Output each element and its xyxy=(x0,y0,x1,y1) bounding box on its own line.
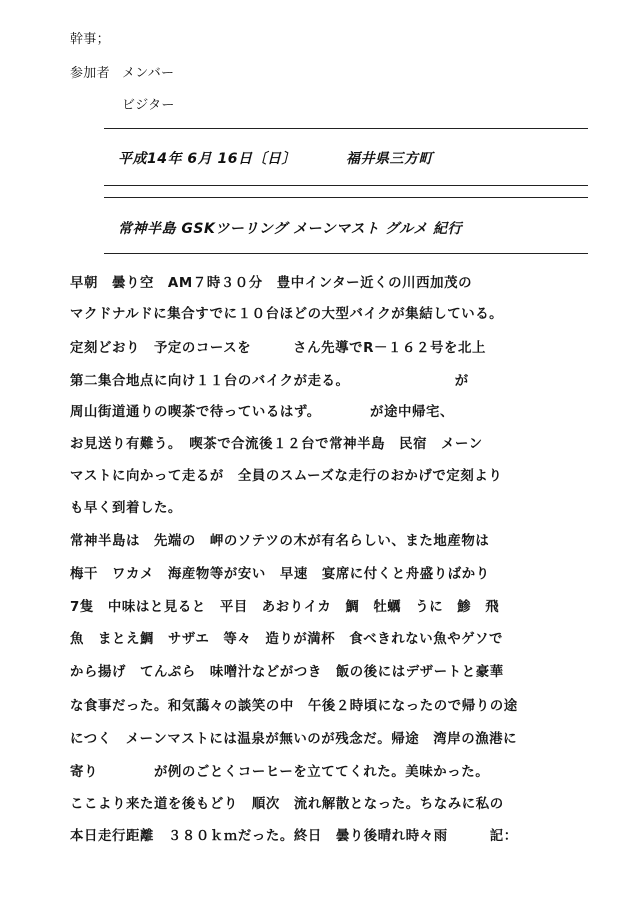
body-line: 第二集合地点に向け１１台のバイクが走る。 が xyxy=(70,374,469,389)
rule-under-title xyxy=(104,253,588,254)
body-line: 7隻 中味はと見ると 平目 あおりイカ 鯛 牡蠣 うに 鯵 飛 xyxy=(70,600,500,615)
members-label: メンバー xyxy=(122,66,175,81)
organizer-label: 幹事； xyxy=(70,32,110,47)
body-line: 魚 まとえ鯛 サザエ 等々 造りが満杯 食べきれない魚やゲソで xyxy=(70,632,504,647)
body-line: 定刻どおり 予定のコースを さん先導でR－１６２号を北上 xyxy=(70,341,486,356)
body-line: ここより来た道を後もどり 順次 流れ解散となった。ちなみに私の xyxy=(70,797,504,812)
date-text: 平成14年 6月 16日〔日〕 xyxy=(118,151,296,167)
participants-label: 参加者 xyxy=(70,66,110,81)
body-line: 寄り が例のごとくコーヒーを立ててくれた。美味かった。 xyxy=(70,765,490,780)
body-line: から揚げ てんぷら 味噌汁などがつき 飯の後にはデザートと豪華 xyxy=(70,665,504,680)
visitors-label: ビジター xyxy=(122,98,175,113)
rule-top-2 xyxy=(104,185,588,186)
body-line: お見送り有難う。 喫茶で合流後１２台で常神半島 民宿 メーン xyxy=(70,437,483,452)
rule-top-1 xyxy=(104,128,588,129)
body-line: につく メーンマストには温泉が無いのが残念だ。帰途 湾岸の漁港に xyxy=(70,732,518,747)
body-line: 早朝 曇り空 AM７時３０分 豊中インター近くの川西加茂の xyxy=(70,276,473,291)
body-line: 本日走行距離 ３８０ｋｍだった。終日 曇り後晴れ時々雨 記： xyxy=(70,829,518,844)
body-line: マクドナルドに集合すでに１０台ほどの大型バイクが集結している。 xyxy=(70,307,504,322)
body-line: 常神半島は 先端の 岬のソテツの木が有名らしい、また地産物は xyxy=(70,534,490,549)
body-line: 梅干 ワカメ 海産物等が安い 早速 宴席に付くと舟盛りばかり xyxy=(70,567,490,582)
body-line: マストに向かって走るが 全員のスムーズな走行のおかげで定刻より xyxy=(70,469,503,484)
rule-top-3 xyxy=(104,197,588,198)
document-title: 常神半島 GSKツーリング メーンマスト グルメ 紀行 xyxy=(118,221,463,237)
body-line: な食事だった。和気藹々の談笑の中 午後２時頃になったので帰りの途 xyxy=(70,699,518,714)
place-text: 福井県三方町 xyxy=(346,151,433,167)
body-line: も早く到着した。 xyxy=(70,501,182,516)
body-line: 周山街道通りの喫茶で待っているはず。 が途中帰宅、 xyxy=(70,405,454,420)
